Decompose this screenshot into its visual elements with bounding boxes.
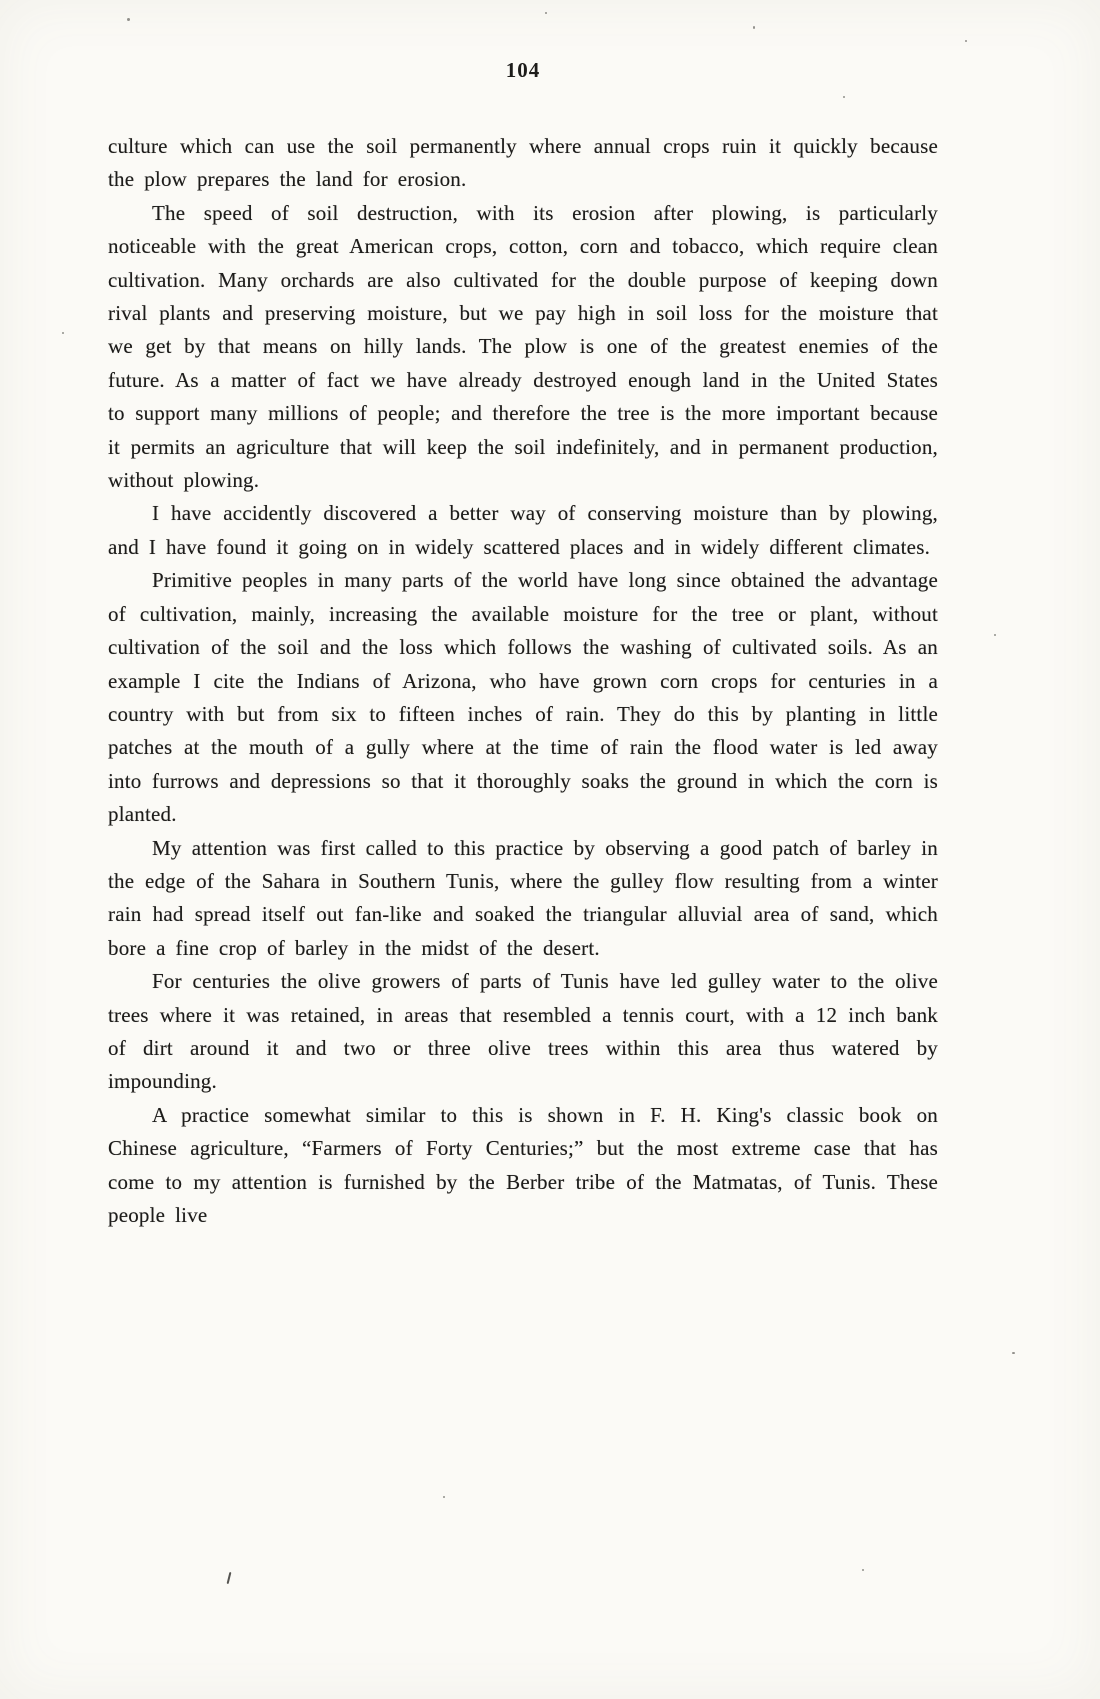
scan-speckle (862, 1569, 864, 1571)
text-block (108, 130, 938, 1232)
scan-speckle (1012, 1352, 1015, 1354)
scan-speckle (127, 18, 130, 21)
page-number: 104 (505, 58, 541, 82)
paragraph: My attention was first called to this practice by observing a good patch of barley in the edge of the Sahara in Southern Tunis, where the gulley flow resulting from a winter rain had spread itself out fan-like and soaked the triangular alluvial area of sand, which bore a fine crop of barley in the midst of the desert. (108, 835, 938, 960)
scan-speckle (545, 12, 547, 14)
scan-mark (227, 1572, 232, 1584)
scan-speckle (965, 40, 967, 42)
paragraph: The speed of soil destruction, with its erosion after plowing, is particularly noticeable with the great American crops, cotton, corn and tobacco, which require clean cultivation. Many orchards are also cultivated for the double purpose of keeping down rival plants and preserving moisture, but we pay high in soil loss for the moisture that we get by that means on hilly lands. The plow is one of the greatest enemies of the future. As a matter of fact we have already destroyed enough land in the United States to support many millions of people; and therefore the tree is the more important because it permits an agriculture that will keep the soil indefinitely, and in permanent production, without plowing. (108, 200, 938, 493)
scan-speckle (994, 634, 996, 636)
paragraph: culture which can use the soil permanently where annual crops ruin it quickly because the plow prepares the land for erosion. (108, 134, 938, 192)
paragraph: Primitive peoples in many parts of the world have long since obtained the advantage of cultivation, mainly, increasing the available moisture for the tree or plant, without cultivation of the soil and the loss which follows the washing of cultivated soils. As an example I cite the Indians of Arizona, who have grown corn crops for centuries in a country with but from six to fifteen inches of rain. They do this by planting in little patches at the mouth of a gully where at the time of rain the flood water is led away into furrows and depressions so that it thoroughly soaks the ground in which the corn is planted. (108, 568, 938, 827)
scan-speckle (843, 96, 845, 98)
scan-speckle (753, 26, 755, 29)
paragraph: I have accidently discovered a better way of conserving moisture than by plowing, and I have found it going on in widely scattered places and in widely different climates. (108, 501, 938, 559)
paragraph: For centuries the olive growers of parts of Tunis have led gulley water to the olive trees where it was retained, in areas that resembled a tennis court, with a 12 inch bank of dirt around it and two or three olive trees within this area thus watered by impounding. (108, 969, 938, 1094)
scan-speckle (443, 1496, 445, 1498)
paragraph: A practice somewhat similar to this is shown in F. H. King's classic book on Chinese agriculture, “Farmers of Forty Centuries;” but the most extreme case that has come to my attention is furnished by the Berber tribe of the Matmatas, of Tunis. These people live (108, 1102, 938, 1227)
scan-speckle (62, 332, 64, 334)
